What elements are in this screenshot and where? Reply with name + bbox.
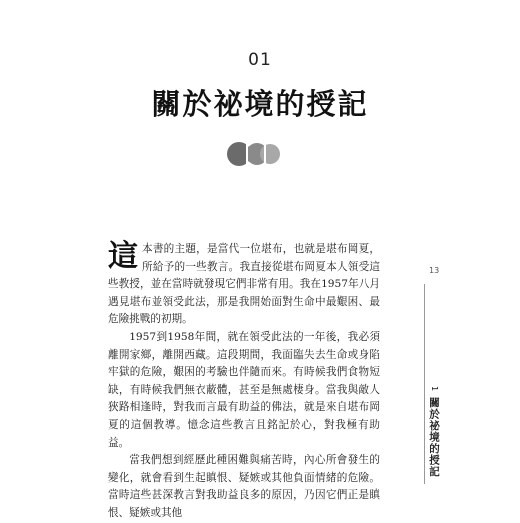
chapter-title: 關於祕境的授記 (151, 87, 369, 121)
running-chapter-label (428, 386, 440, 477)
chapter-body (108, 241, 380, 523)
paragraph-3: 當我們想到經歷此種困難與痛苦時，內心所會發生的變化，就會看到生起瞋恨、疑嫉或其他負面情緒的危險。當時這些甚深教言對我助益良多的原因，乃因它們正是瞋恨、疑嫉或其他 (108, 454, 380, 519)
page-number: 13 (429, 266, 440, 275)
ornament-circle-right (260, 144, 280, 164)
paragraph-1-text: 本書的主題，是當代一位堪布，也就是堪布岡夏，所給予的一些教言。我直接從堪布岡夏本人領受這些教授，並在當時就發現它們非常有用。我在1957年八月遇見堪布並領受此法，那是我開始面對生命中最艱困、最危險挑戰的初期。 (108, 243, 380, 326)
paragraph-1 (108, 241, 380, 329)
three-overlapping-circles-icon (226, 141, 296, 167)
drop-cap: 這 (108, 239, 138, 274)
side-divider (424, 284, 425, 484)
chapter-number: 01 (248, 50, 272, 70)
running-chapter-number: 1 (430, 386, 439, 393)
running-chapter-title: 關於祕境的授記 (428, 396, 440, 478)
paragraph-2: 1957到1958年間，就在領受此法的一年後，我必須離開家鄉，離開西藏。這段期間，我面臨失去生命或身陷牢獄的危險，艱困的考驗也伴隨而來。有時候我們食物短缺，有時候我們無衣蔽體，甚至是無處棲身。當我與敵人狹路相逢時，對我而言最有助益的佛法，就是來自堪布岡夏的這個教導。憶念這些教言且銘記於心，對我極有助益。 (108, 330, 380, 449)
